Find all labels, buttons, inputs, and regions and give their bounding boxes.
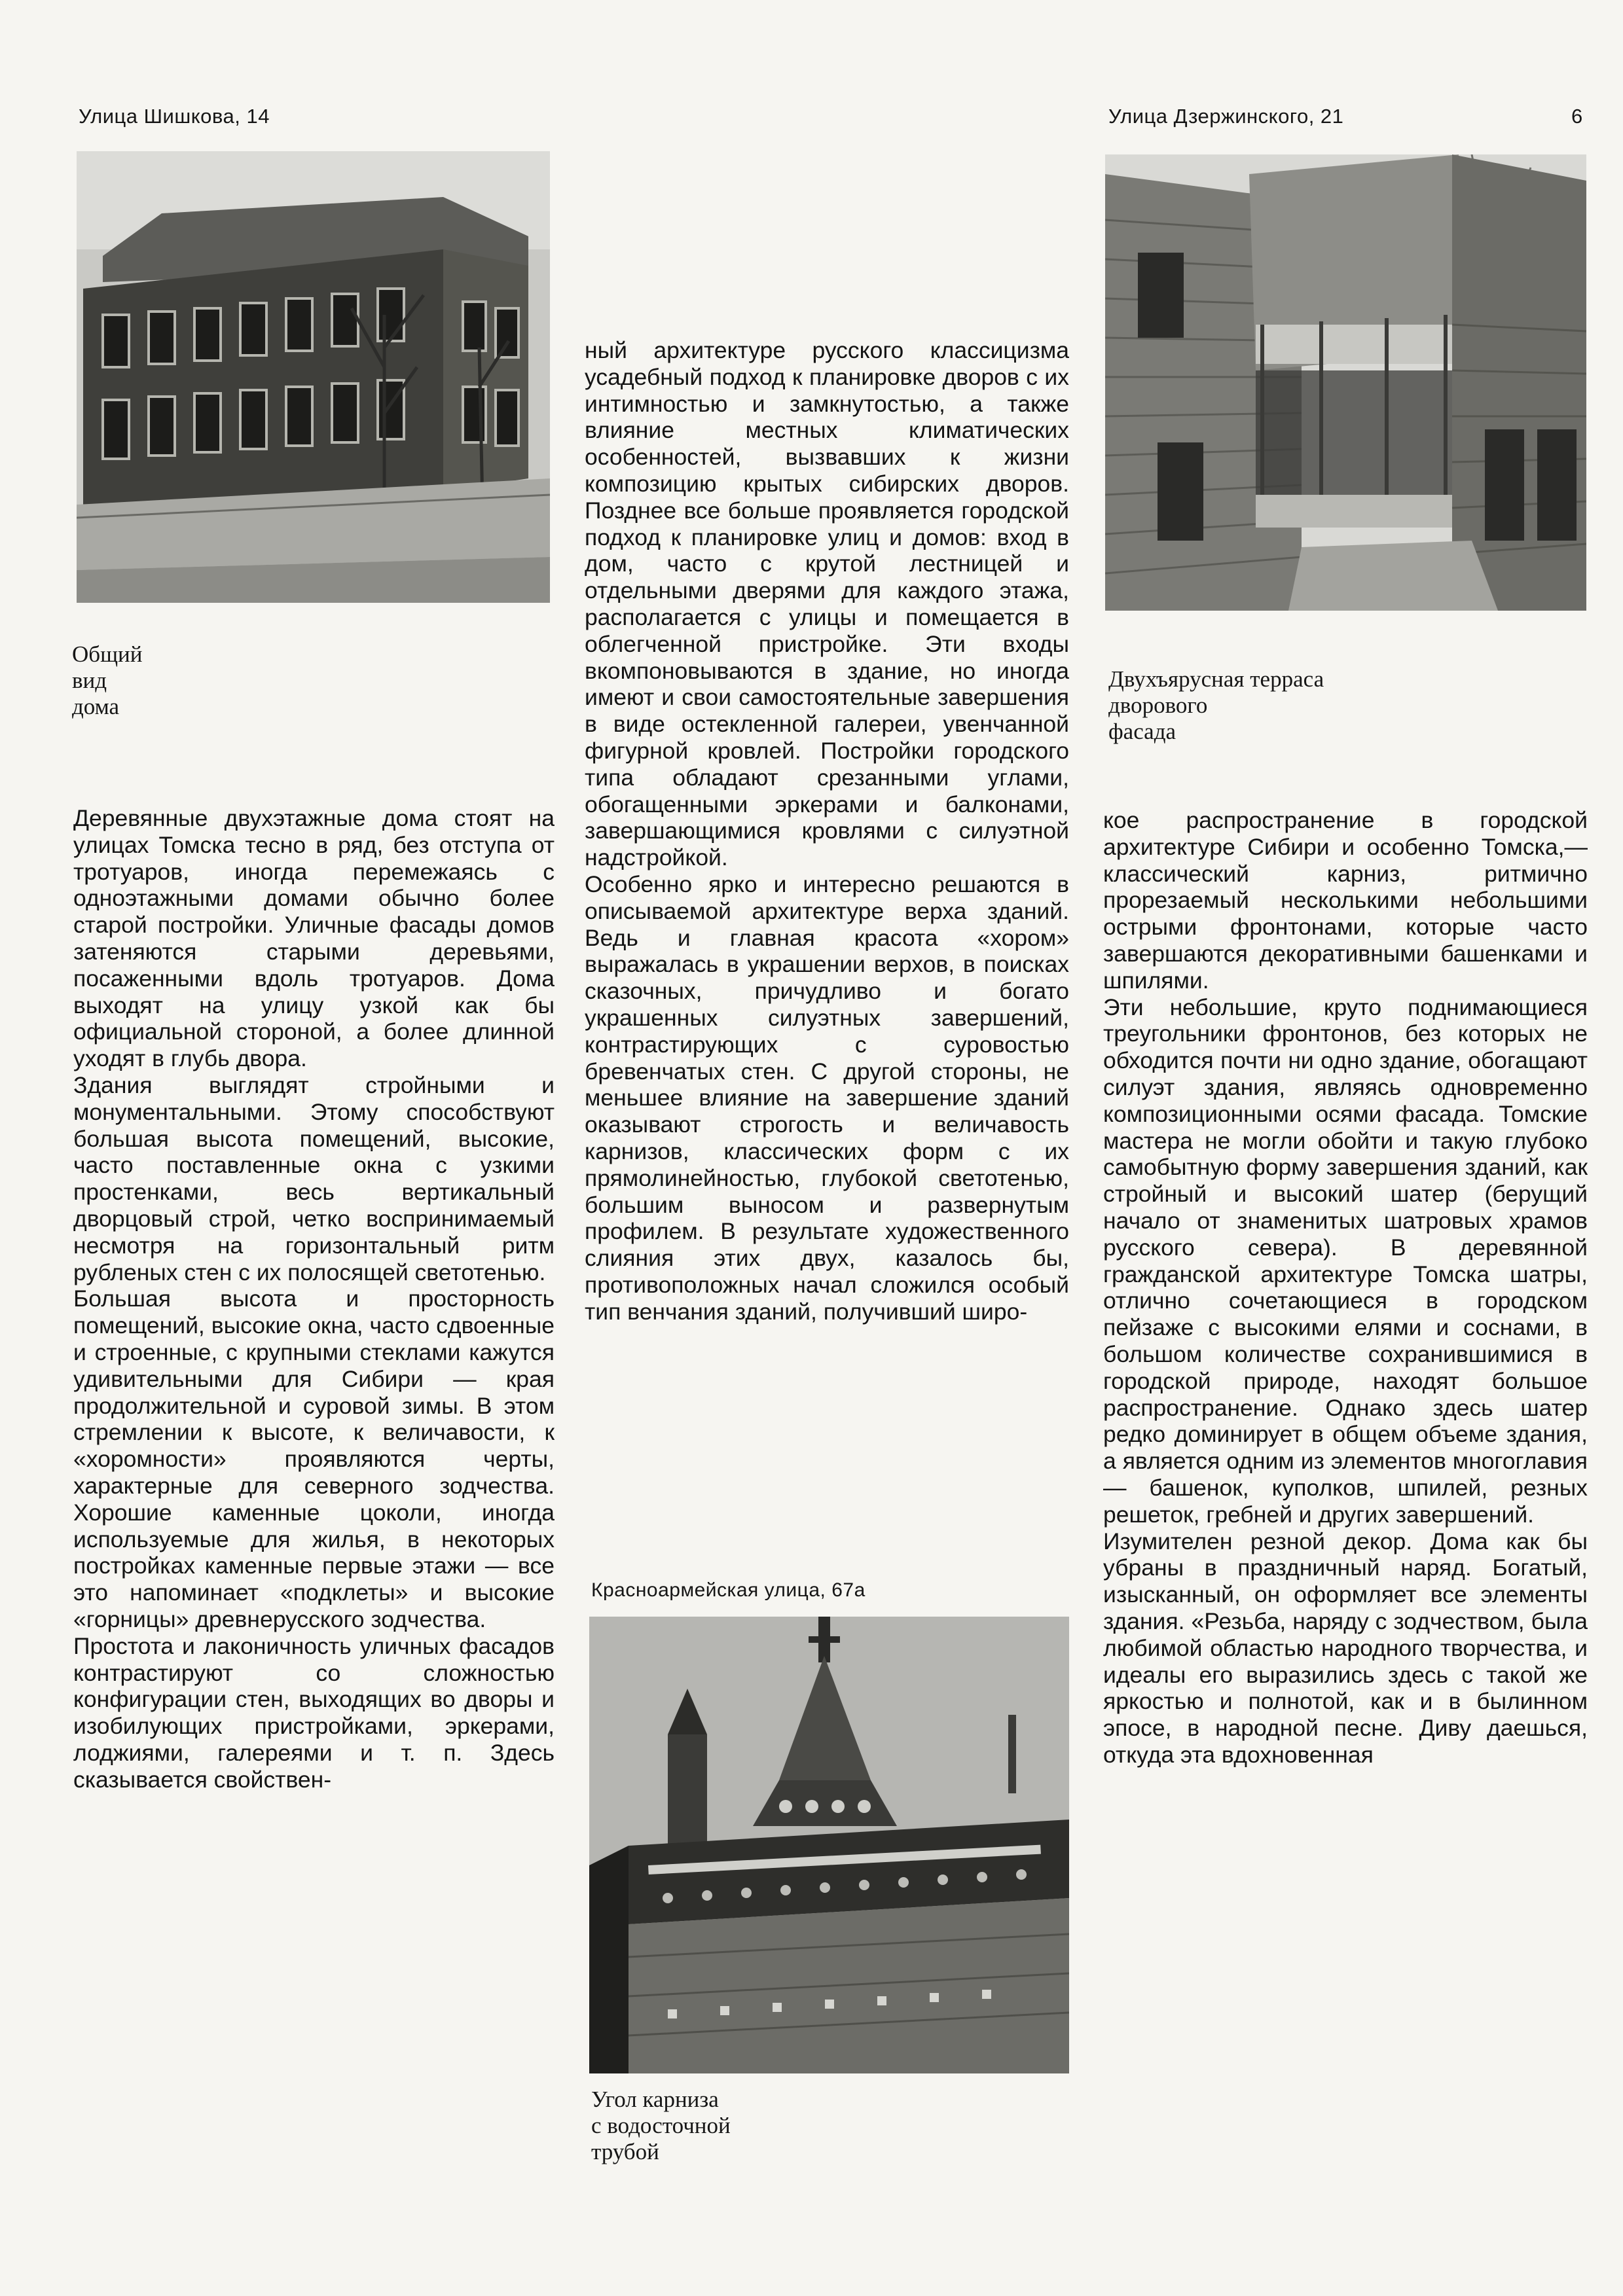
caption-cornice [591, 2087, 958, 2165]
caption-line: дворового [1108, 692, 1208, 718]
photo-label-dzerzhinskogo: Улица Дзержинского, 21 [1108, 105, 1344, 128]
caption-line: трубой [591, 2139, 659, 2164]
caption-line: дома [72, 694, 120, 719]
paragraph: Простота и лаконичность уличных фасадов контрастируют со сложностью конфигурации стен, выходящих во дворы и изобилующих пристройками, эркерами, лоджиями, галереями и т. п. Здесь сказывается свойствен- [73, 1632, 555, 1793]
text-column-right [1103, 807, 1588, 1768]
caption-terrace [1108, 666, 1475, 745]
paragraph: Особенно ярко и интересно решаются в описываемой архитектуре верха зданий. Ведь и главная красота «хором» выражалась в украшении верхов, в поисках сказочных, причудливо и богато украшенных силуэтных завершений, контрастирующих с суровостью бревенчатых стен. С другой стороны, не меньшее влияние на завершение зданий оказывают строгость и величавость карнизов, классических форм с их прямолинейностью, глубокой светотенью, большим выносом и развернутым профилем. В результате художественного слияния этих двух, казалось бы, противоположных начал сложился особый тип венчания зданий, получивший широ- [585, 870, 1069, 1325]
caption-line: Угол карниза [591, 2087, 719, 2112]
paragraph: Изумителен резной декор. Дома как бы убраны в праздничный наряд. Богатый, изысканный, он оформляет все элементы здания. «Резьба, наряду с зодчеством, была любимой областью народного творчества, и идеалы его выразились здесь с такой же яркостью и полнотой, как и в былинном эпосе, в народной песне. Диву даешься, откуда эта вдохновенная [1103, 1528, 1588, 1768]
paragraph: Здания выглядят стройными и монументальными. Этому способствуют большая высота помещений, высокие, часто поставленные окна с узкими простенками, весь вертикальный дворцовый строй, четко воспринимаемый несмотря на горизонтальный ритм рубленых стен с их полосящей светотенью. [73, 1071, 555, 1285]
caption-line: Общий [72, 641, 143, 667]
page-number: 6 [1571, 105, 1583, 128]
caption-line: Двухъярусная терраса [1108, 666, 1324, 692]
photo-label-krasnoarmeyskaya: Красноармейская улица, 67а [591, 1579, 866, 1601]
text-column-middle [585, 337, 1069, 1325]
caption-general-view [72, 641, 334, 720]
photo-label-shishkova: Улица Шишкова, 14 [79, 105, 270, 128]
photo-cornice-corner [589, 1617, 1069, 2073]
paragraph: Большая высота и просторность помещений, высокие окна, часто сдвоенные и строенные, с крупными стеклами кажутся удивительными для Сибири — края продолжительной и суровой зимы. В этом стремлении к высоте, к величавости, к «хоромности» проявляются черты, характерные для северного зодчества. Хорошие каменные цоколи, иногда используемые для жилья, в некоторых постройках каменные первые этажи — все это напоминает «подклеты» и высокие «горницы» древнерусского зодчества. [73, 1285, 555, 1632]
photo-two-tier-terrace [1105, 154, 1586, 611]
paragraph: Деревянные двухэтажные дома стоят на улицах Томска тесно в ряд, без отступа от тротуаров, иногда перемежаясь с одноэтажными домами обычно более старой постройки. Уличные фасады домов затеняются старыми деревьями, посаженными вдоль тротуаров. Дома выходят на улицу узкой как бы официальной стороной, а более длинной уходят в глубь двора. [73, 805, 555, 1072]
paragraph: ный архитектуре русского классицизма усадебный подход к планировке дворов с их интимностью и замкнутостью, а также влияние местных климатических особенностей, вызвавших к жизни композицию крытых сибирских дворов. Позднее все больше проявляется городской подход к планировке улиц и домов: вход в дом, часто с крутой лестницей и отдельными дверями для каждого этажа, располагается с улицы и помещается в облегченной пристройке. Эти входы вкомпоновываются в здание, но иногда имеют и свои самостоятельные завершения в виде остекленной галереи, увенчанной фигурной кровлей. Постройки городского типа обладают срезанными углами, обогащенными эркерами и балконами, завершающимися кровлями с силуэтной надстройкой. [585, 337, 1069, 871]
caption-line: вид [72, 668, 107, 693]
paragraph: кое распространение в городской архитектуре Сибири и особенно Томска,— классический карниз, ритмично прорезаемый несколькими небольшими острыми фронтонами, которые часто завершаются декоративными башенками и шпилями. [1103, 807, 1588, 994]
photo-house-general-view [77, 151, 550, 603]
caption-line: фасада [1108, 719, 1176, 744]
text-column-left [73, 805, 555, 1793]
caption-line: с водосточной [591, 2113, 731, 2138]
paragraph: Эти небольшие, круто поднимающиеся треугольники фронтонов, без которых не обходится почти ни одно здание, обогащают силуэт здания, являясь одновременно композиционными осями фасада. Томские мастера не могли обойти и такую глубоко самобытную форму завершения зданий, как стройный и высокий шатер (берущий начало от знаменитых шатровых храмов русского севера). В деревянной гражданской архитектуре Томска шатры, отлично сочетающиеся в городском пейзаже с высокими елями и соснами, в большом количестве сохранившимися в городской природе, находят большое распространение. Однако здесь шатер редко доминирует в общем объеме здания, а является одним из элементов многоглавия — башенок, куполков, шпилей, резных решеток, гребней и других завершений. [1103, 994, 1588, 1528]
